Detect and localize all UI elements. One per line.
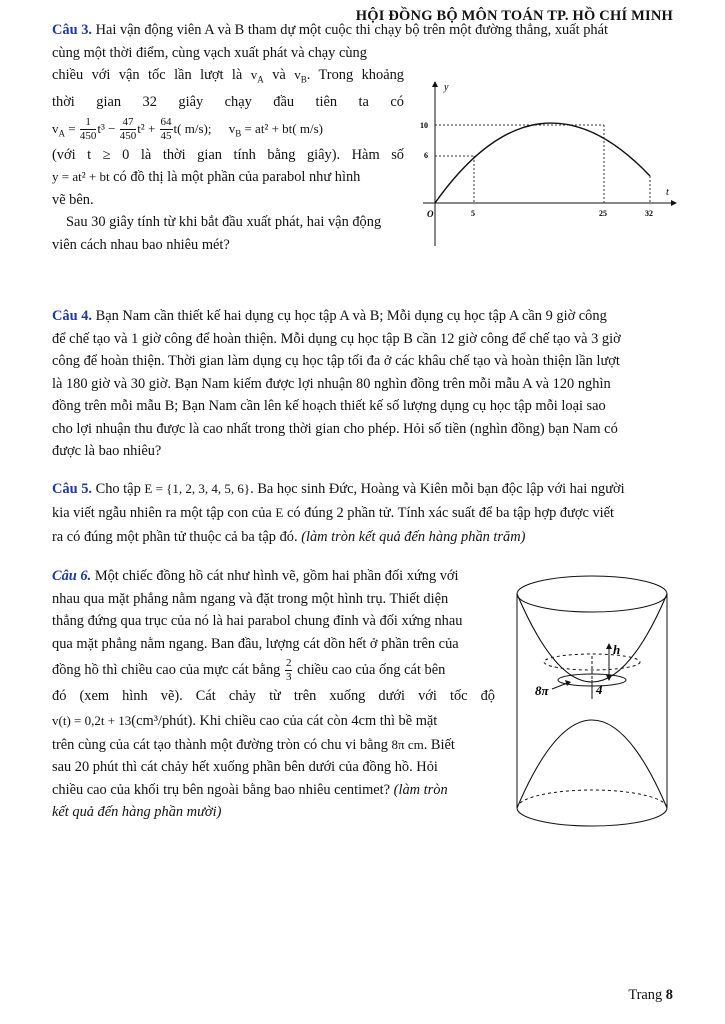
y-axis-label: y xyxy=(444,82,449,93)
q6-line3: thẳng đứng qua trục của nó là hai parabol chung đỉnh và đối xứng nhau xyxy=(52,613,463,629)
q6-line10: chiều cao của khối trụ bên ngoài bằng bao nhiêu centimet? (làm tròn xyxy=(52,781,448,798)
q3-body xyxy=(52,42,404,257)
function-y: y = at² + bt xyxy=(52,169,110,185)
q4-line4: là 180 giờ và 30 giờ. Bạn Nam kiếm được lợi nhuận 80 nghìn đồng trên mỗi mẫu A và 120 nghìn xyxy=(52,375,611,392)
q3-line6: (với t ≥ 0 là thời gian tính bằng giây). Hàm số xyxy=(52,146,404,163)
cylinder-bottom-back xyxy=(517,790,667,808)
label-4: 4 xyxy=(596,682,603,697)
q6-line11: kết quả đến hàng phần mười) xyxy=(52,804,222,820)
fraction-47-450: $\frac{47}{450}$ xyxy=(119,116,137,143)
x-axis-label: t xyxy=(666,187,669,198)
q6-block xyxy=(52,565,495,824)
cylinder-bottom-front xyxy=(517,808,667,826)
cylinder-top xyxy=(517,576,667,612)
q3-line2: cùng một thời điểm, cùng vạch xuất phát và chạy cùng xyxy=(52,44,367,61)
vB-symbol: $v_B$ xyxy=(294,67,307,85)
formula-vA: $v_A$ = $\frac{1}{450}$ t³ − $\frac{47}{450}$ t² + $\frac{64}{45}$ t( m/s); xyxy=(52,116,212,143)
label-h: h xyxy=(613,642,621,657)
q5-line3: ra có đúng một phần tử thuộc cả ba tập đó. (làm tròn kết quả đến hàng phần trăm) xyxy=(52,529,526,545)
q5-block xyxy=(52,477,672,549)
q3-text-3b: và xyxy=(272,67,286,83)
fraction-64-45: $\frac{64}{45}$ xyxy=(160,116,172,143)
q3-line7 xyxy=(52,166,404,189)
q3-text-3a: chiều với vận tốc lần lượt là xyxy=(52,67,243,83)
q4-line3: công để hoàn thiện. Thời gian làm dụng cụ học tập tối đa ở các khâu chế tạo và hoàn thiện lần lượt xyxy=(52,353,620,369)
origin-label: O xyxy=(427,209,434,219)
q3-line8: vẽ bên. xyxy=(52,191,94,208)
q3-label: Câu 3. xyxy=(52,22,92,38)
x-tick-5: 5 xyxy=(471,209,475,218)
q3-text-3c: . Trong khoảng xyxy=(306,67,404,83)
page-number: 8 xyxy=(665,987,673,1003)
q4-line5: đồng trên mỗi mẫu B; Bạn Nam cần lên kế hoạch thiết kế số lượng dụng cụ học tập mỗi loại sao xyxy=(52,398,606,414)
q4-label: Câu 4. xyxy=(52,308,92,324)
y-tick-10: 10 xyxy=(420,121,428,130)
q3-line4: thời gian 32 giây chạy đầu tiên ta có xyxy=(52,94,404,111)
page-header: HỘI ĐỒNG BỘ MÔN TOÁN TP. HỒ CHÍ MINH xyxy=(355,8,673,24)
q3-formula-line xyxy=(52,114,404,144)
q5-line2: kia viết ngẫu nhiên ra một tập con của E có đúng 2 phần tử. Tính xác suất để ba tập hợp được viết xyxy=(52,505,615,521)
fraction-1-450: $\frac{1}{450}$ xyxy=(79,116,97,143)
q6-line1: Câu 6. Một chiếc đồng hồ cát như hình vẽ, gồm hai phần đối xứng với xyxy=(52,568,459,584)
parabola-curve xyxy=(435,123,650,203)
q4-block xyxy=(52,305,672,463)
fraction-2-3: $\frac{2}{3}$ xyxy=(285,657,292,684)
page-footer xyxy=(628,987,673,1004)
q3-block xyxy=(52,19,672,42)
q6-line2: nhau qua mặt phẳng nằm ngang và đặt trong một hình trụ. Thiết diện xyxy=(52,590,449,607)
vA-symbol: $v_A$ xyxy=(250,67,264,85)
q4-line7: được là bao nhiêu? xyxy=(52,443,162,459)
q5-label: Câu 5. xyxy=(52,481,92,497)
x-tick-32: 32 xyxy=(645,209,653,218)
q3-text-1: Hai vận động viên A và B tham dự một cuộc thi chạy bộ trên một đường thẳng, xuất phát xyxy=(95,22,608,38)
page-label: Trang xyxy=(628,987,663,1003)
q4-line6: cho lợi nhuận thu được là cao nhất trong thời gian cho phép. Hỏi số tiền (nghìn đồng) bạn Nam có xyxy=(52,420,618,437)
q3-line10: viên cách nhau bao nhiêu mét? xyxy=(52,236,230,253)
q5-line1: Câu 5. Cho tập E = {1, 2, 3, 4, 5, 6}. Ba học sinh Đức, Hoàng và Kiên mỗi bạn độc lập với hai người xyxy=(52,481,625,497)
q4-line2: để chế tạo và 1 giờ công để hoàn thiện. Mỗi dụng cụ học tập B cần 12 giờ công để chế tạo và 3 giờ xyxy=(52,330,621,347)
q4-line1: Câu 4. Bạn Nam cần thiết kế hai dụng cụ học tập A và B; Mỗi dụng cụ học tập A cần 9 giờ công xyxy=(52,308,607,324)
y-tick-6: 6 xyxy=(424,151,428,160)
q3-line3 xyxy=(52,64,404,91)
q6-line8: trên cùng của cát tạo thành một đường tròn có chu vi bằng 8π cm. Biết xyxy=(52,736,455,753)
q3-line1 xyxy=(52,19,672,42)
q6-line4: qua mặt phẳng nằm ngang. Ban đầu, lượng cát dồn hết ở phần trên của xyxy=(52,635,459,652)
set-E: E = {1, 2, 3, 4, 5, 6} xyxy=(144,481,251,496)
formula-vB: $v_B = at^2 + bt$( m/s) xyxy=(228,120,323,139)
velocity-graph xyxy=(418,76,680,248)
label-8pi: 8π xyxy=(535,683,549,698)
q6-label: Câu 6. xyxy=(52,568,92,584)
hourglass-figure xyxy=(508,570,676,835)
q6-line7: v(t) = 0,2t + 13(cm³/phút). Khi chiều cao của cát còn 4cm thì bề mặt xyxy=(52,712,438,729)
q6-line9: sau 20 phút thì cát chảy hết xuống phần bên dưới của đồng hồ. Hỏi xyxy=(52,759,438,775)
q3-line9: Sau 30 giây tính từ khi bắt đầu xuất phát, hai vận động xyxy=(66,214,382,231)
q3-text-7b: có đồ thị là một phần của parabol như hình xyxy=(113,169,361,186)
x-tick-25: 25 xyxy=(599,209,607,218)
q6-line5: đồng hồ thì chiều cao của mực cát bằng $\frac{2}{3}$ chiều cao của ống cát bên xyxy=(52,657,446,684)
q6-line6: đó (xem hình vẽ). Cát chảy từ trên xuống dưới với tốc độ xyxy=(52,688,495,704)
